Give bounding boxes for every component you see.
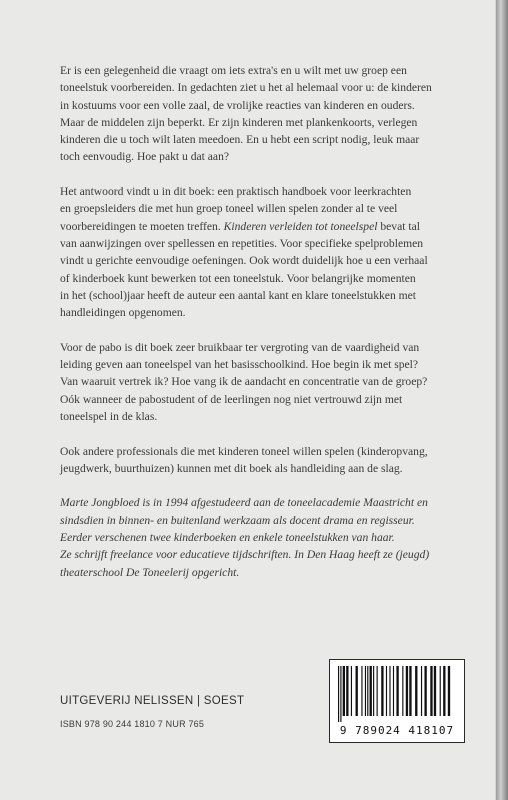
- barcode-bar: [409, 666, 411, 716]
- barcode-bar: [367, 666, 368, 716]
- text-line: vindt u gerichte eenvoudige oefeningen. Ook wordt duidelijk hoe u een verhaal: [60, 254, 428, 268]
- author-bio: [60, 494, 460, 580]
- publisher-name: UITGEVERIJ NELISSEN | SOEST: [60, 695, 245, 707]
- paragraph-answer: [60, 183, 460, 321]
- barcode-bar: [351, 666, 352, 716]
- barcode-bar: [365, 666, 366, 716]
- text-line: leiding geven aan toneelspel van het basisschoolkind. Hoe begin ik met spel?: [60, 358, 419, 372]
- text-line: Van waaruit vertrek ik? Hoe vang ik de aandacht en concentratie van de groep?: [60, 375, 428, 389]
- text-line: Marte Jongbloed is in 1994 afgestudeerd aan de toneelacademie Maastricht en: [60, 496, 428, 510]
- barcode-bar: [389, 666, 390, 716]
- barcode-bar: [377, 666, 378, 716]
- barcode: [329, 659, 465, 743]
- barcode-bar: [343, 666, 345, 716]
- barcode-bar: [448, 666, 450, 716]
- barcode-bar: [396, 666, 398, 716]
- text-line: handleidingen opgenomen.: [60, 306, 186, 320]
- text-line: in het (school)jaar heeft de auteur een aantal kant en klare toneelstukken met: [60, 288, 417, 302]
- barcode-bar: [393, 666, 394, 716]
- text-line: toneelstuk voorbereiden. In gedachten ziet u het al helemaal voor u: de kinderen: [60, 81, 432, 95]
- paragraph-intro: [60, 62, 460, 166]
- barcode-bars: [338, 666, 456, 722]
- text-line: kinderen die u toch wilt laten meedoen. En u hebt een script nodig, leuk maar: [60, 133, 420, 147]
- barcode-bar: [338, 666, 339, 722]
- text-line: Oók wanneer de pabostudent of de leerlingen nog niet vertrouwd zijn met: [60, 392, 403, 406]
- barcode-bar: [406, 666, 408, 716]
- text-line: Er is een gelegenheid die vraagt om iets extra's en u wilt met uw groep een: [60, 64, 407, 77]
- paragraph-professionals: [60, 443, 460, 478]
- barcode-bar: [386, 666, 387, 716]
- barcode-digits: 9 789024 418107: [339, 724, 455, 737]
- book-spine-edge: [496, 0, 508, 800]
- text-line: Voor de pabo is dit boek zeer bruikbaar ter vergroting van de vaardigheid van: [60, 340, 420, 354]
- text-line: theaterschool De Toneelerij opgericht.: [60, 565, 240, 579]
- text-line: Het antwoord vindt u in dit boek: een praktisch handboek voor leerkrachten: [60, 185, 412, 199]
- blurb-text: [60, 62, 460, 598]
- text-line: Ook andere professionals die met kinderen toneel willen spelen (kinderopvang,: [60, 444, 428, 458]
- paragraph-pabo: [60, 339, 460, 425]
- isbn-line: ISBN 978 90 244 1810 7 NUR 765: [60, 719, 205, 729]
- book-title: Kinderen verleiden tot toneelspel: [223, 219, 378, 233]
- barcode-bar: [434, 666, 436, 716]
- text-line: jeugdwerk, buurthuizen) kunnen met dit boek als handleiding aan de slag.: [60, 461, 403, 475]
- text-line: Ze schrijft freelance voor educatieve tijdschriften. In Den Haag heeft ze (jeugd): [60, 548, 430, 562]
- barcode-bar: [381, 666, 383, 716]
- barcode-bar: [430, 666, 432, 716]
- barcode-bar: [415, 666, 417, 716]
- text-line: of kinderboek kunt bewerken tot een toneelstuk. Voor belangrijke momenten: [60, 271, 416, 285]
- text-line: Maar de middelen zijn beperkt. Er zijn kinderen met plankenkoorts, verlegen: [60, 115, 418, 129]
- barcode-bar: [373, 666, 374, 716]
- barcode-bar: [340, 666, 341, 722]
- barcode-bar: [370, 666, 372, 716]
- barcode-bar: [443, 666, 445, 716]
- barcode-bar: [346, 666, 348, 716]
- barcode-bar: [421, 666, 422, 716]
- text-line: van aanwijzingen over spellessen en repetities. Voor specifieke spelproblemen: [60, 236, 424, 250]
- text-line: sindsdien in binnen- en buitenland werkzaam als docent drama en regisseur.: [60, 513, 415, 527]
- text-segment: voorbereidingen te moeten treffen.: [60, 219, 221, 233]
- text-line: toneelspel in de klas.: [60, 409, 158, 423]
- text-line: en groepsleiders die met hun groep toneel willen spelen zonder al te veel: [60, 202, 398, 216]
- barcode-bar: [424, 666, 426, 716]
- text-line: in kostuums voor een volle zaal, de vrolijke reacties van kinderen en ouders.: [60, 98, 415, 112]
- barcode-bar: [356, 666, 358, 716]
- barcode-bar: [402, 666, 403, 716]
- text-line: [60, 218, 460, 235]
- barcode-bar: [440, 666, 441, 716]
- barcode-bar: [361, 666, 362, 716]
- text-line: toch eenvoudig. Hoe pakt u dat aan?: [60, 150, 230, 164]
- text-segment: bevat tal: [380, 219, 420, 233]
- text-line: Eerder verschenen twee kinderboeken en enkele toneelstukken van haar.: [60, 531, 395, 545]
